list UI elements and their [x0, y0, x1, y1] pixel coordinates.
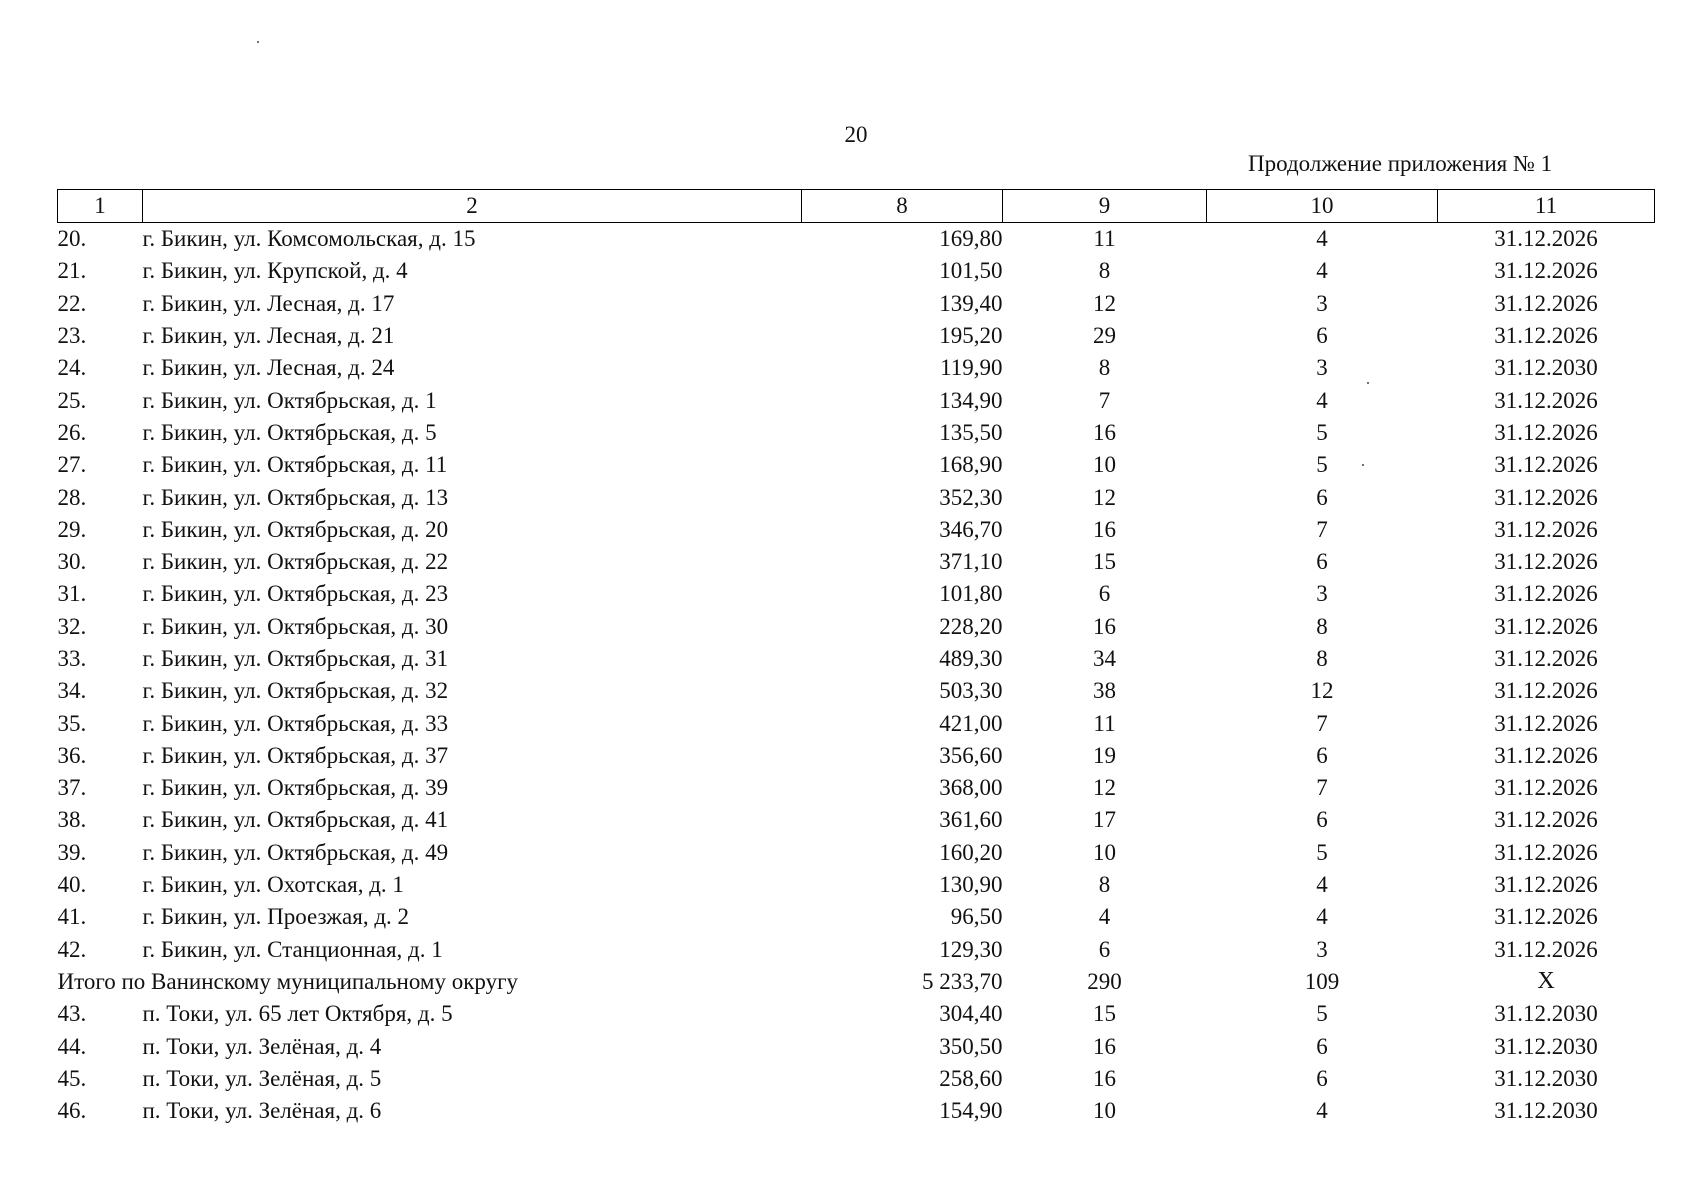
table-row [58, 643, 1655, 675]
row-number: 31. [57, 581, 87, 607]
col10-cell: 5 [1316, 419, 1328, 445]
address-cell: г. Бикин, ул. Октябрьская, д. 20 [142, 516, 449, 542]
address-cell: г. Бикин, ул. Октябрьская, д. 41 [142, 807, 449, 833]
row-number: 39. [57, 839, 87, 865]
col10-cell: 8 [1316, 613, 1328, 639]
col10-cell: 6 [1316, 484, 1328, 510]
col10-cell: 6 [1316, 1033, 1328, 1059]
col8-cell: 361,60 [939, 807, 1003, 833]
col10-cell: 4 [1316, 1098, 1328, 1124]
table-row [58, 514, 1655, 546]
col9-cell: 29 [1093, 323, 1116, 349]
address-cell: г. Бикин, ул. Октябрьская, д. 33 [142, 710, 449, 736]
table-row [58, 1063, 1655, 1095]
col8-cell: 304,40 [939, 1001, 1003, 1027]
col11-cell: 31.12.2026 [1494, 226, 1598, 252]
col11-cell: 31.12.2026 [1494, 323, 1598, 349]
address-cell: г. Бикин, ул. Октябрьская, д. 31 [142, 646, 449, 671]
row-number: 35. [57, 710, 87, 736]
col9-cell: 16 [1093, 1033, 1116, 1059]
col8-cell: 101,50 [939, 258, 1003, 284]
col10-cell: 6 [1316, 1065, 1328, 1091]
col9-cell: 12 [1093, 290, 1116, 316]
address-cell: п. Токи, ул. Зелёная, д. 5 [142, 1065, 382, 1091]
table-row [58, 546, 1655, 578]
table-row [58, 707, 1655, 739]
column-header: 8 [802, 190, 1003, 223]
col10-cell: 4 [1316, 904, 1328, 930]
col10-cell: 4 [1316, 387, 1328, 413]
table-row [58, 1095, 1655, 1127]
total-row [58, 966, 1655, 998]
col9-cell: 11 [1093, 710, 1116, 736]
col9-cell: 38 [1093, 678, 1116, 704]
col10-cell: 3 [1316, 936, 1328, 962]
col8-cell: 356,60 [939, 742, 1003, 768]
address-cell: г. Бикин, ул. Октябрьская, д. 23 [142, 581, 449, 607]
table-row [58, 352, 1655, 384]
col10-cell: 7 [1316, 775, 1328, 801]
col11-cell: 31.12.2026 [1494, 936, 1598, 962]
col8-cell: 352,30 [939, 484, 1003, 510]
data-table [57, 189, 1655, 1127]
row-number: 30. [57, 549, 87, 575]
column-header: 10 [1207, 190, 1438, 223]
address-cell: г. Бикин, ул. Лесная, д. 24 [142, 355, 395, 381]
table-row [58, 449, 1655, 481]
table-row [58, 417, 1655, 449]
col9-cell: 10 [1093, 839, 1116, 865]
address-cell: г. Бикин, ул. Проезжая, д. 2 [142, 904, 410, 930]
table-row [58, 772, 1655, 804]
col11-cell: 31.12.2026 [1494, 775, 1598, 801]
address-cell: п. Токи, ул. Зелёная, д. 4 [142, 1033, 382, 1059]
col11-cell: 31.12.2026 [1494, 807, 1598, 833]
col9-cell: 16 [1093, 1065, 1116, 1091]
col8-cell: 346,70 [939, 516, 1003, 542]
table-row [58, 320, 1655, 352]
row-number: 28. [57, 484, 87, 510]
col9-cell: 8 [1098, 355, 1111, 381]
col11-cell: 31.12.2026 [1494, 484, 1598, 510]
col8-cell: 130,90 [939, 872, 1003, 898]
col10-cell: 3 [1316, 355, 1328, 381]
col9-cell: 15 [1093, 549, 1116, 575]
address-cell: г. Бикин, ул. Крупской, д. 4 [142, 258, 408, 284]
col11-cell: 31.12.2026 [1494, 549, 1598, 575]
row-number: 20. [57, 226, 87, 252]
table-row [58, 481, 1655, 513]
col11-cell: 31.12.2026 [1494, 290, 1598, 316]
col8-cell: 160,20 [939, 839, 1003, 865]
col11-cell: 31.12.2030 [1494, 1065, 1598, 1091]
address-cell: г. Бикин, ул. Октябрьская, д. 11 [142, 452, 448, 478]
address-cell: п. Токи, ул. Зелёная, д. 6 [142, 1098, 382, 1124]
col9-cell: 15 [1093, 1001, 1116, 1027]
row-number: 27. [57, 452, 87, 478]
col11-cell: 31.12.2026 [1494, 581, 1598, 607]
col10-cell: 3 [1316, 581, 1328, 607]
col8-cell: 168,90 [939, 452, 1003, 478]
table-row [58, 837, 1655, 869]
header-row [58, 190, 1655, 223]
row-number: 22. [57, 290, 87, 316]
address-cell: г. Бикин, ул. Октябрьская, д. 22 [142, 549, 449, 575]
total-label: Итого по Ванинскому муниципальному округу [57, 968, 519, 994]
col9-cell: 6 [1098, 581, 1111, 607]
col9-cell: 8 [1098, 872, 1111, 898]
row-number: 38. [57, 807, 87, 833]
col8-cell: 139,40 [939, 290, 1003, 316]
address-cell: г. Бикин, ул. Октябрьская, д. 1 [142, 387, 437, 413]
column-header: 1 [58, 190, 143, 223]
col9-cell: 290 [1087, 968, 1122, 994]
row-number: 36. [57, 742, 87, 768]
col11-cell: 31.12.2026 [1494, 742, 1598, 768]
column-header: 2 [143, 190, 802, 223]
col10-cell: 4 [1316, 872, 1328, 898]
col10-cell: 5 [1316, 839, 1328, 865]
col11-cell: 31.12.2026 [1494, 710, 1598, 736]
col8-cell: 489,30 [939, 646, 1003, 671]
col9-cell: 34 [1093, 646, 1116, 671]
table-row [58, 288, 1655, 320]
col8-cell: 135,50 [939, 419, 1003, 445]
col9-cell: 12 [1093, 484, 1116, 510]
col9-cell: 16 [1093, 613, 1116, 639]
col10-cell: 5 [1316, 1001, 1328, 1027]
address-cell: г. Бикин, ул. Октябрьская, д. 39 [142, 775, 449, 801]
table-row [58, 998, 1655, 1030]
col10-cell: 3 [1316, 290, 1328, 316]
col8-cell: 101,80 [939, 581, 1003, 607]
col9-cell: 19 [1093, 742, 1116, 768]
row-number: 21. [57, 258, 87, 284]
table-row [58, 901, 1655, 933]
col8-cell: 154,90 [939, 1098, 1003, 1124]
row-number: 45. [57, 1065, 87, 1091]
col9-cell: 4 [1098, 904, 1111, 930]
col11-cell: 31.12.2026 [1494, 387, 1598, 413]
col8-cell: 119,90 [940, 355, 1003, 381]
col8-cell: 503,30 [939, 678, 1003, 704]
col10-cell: 6 [1316, 742, 1328, 768]
row-number: 23. [57, 323, 87, 349]
column-header: 9 [1003, 190, 1207, 223]
address-cell: г. Бикин, ул. Станционная, д. 1 [142, 936, 443, 962]
col9-cell: 11 [1093, 226, 1116, 252]
table-row [58, 740, 1655, 772]
col10-cell: 12 [1310, 678, 1334, 704]
table-row [58, 934, 1655, 966]
col9-cell: 10 [1093, 1098, 1116, 1124]
col11-cell: 31.12.2026 [1494, 419, 1598, 445]
col10-cell: 6 [1316, 549, 1328, 575]
col8-cell: 258,60 [939, 1065, 1003, 1091]
row-number: 33. [57, 646, 87, 671]
table-row [58, 255, 1655, 287]
table-body [58, 223, 1655, 1128]
row-number: 43. [57, 1001, 87, 1027]
address-cell: г. Бикин, ул. Октябрьская, д. 30 [142, 613, 449, 639]
col9-cell: 8 [1098, 258, 1111, 284]
address-cell: г. Бикин, ул. Комсомольская, д. 15 [142, 226, 476, 252]
col10-cell: 8 [1316, 646, 1328, 671]
col11-cell: 31.12.2026 [1494, 872, 1598, 898]
col10-cell: 6 [1316, 323, 1328, 349]
address-cell: г. Бикин, ул. Октябрьская, д. 37 [142, 742, 449, 768]
address-cell: г. Бикин, ул. Октябрьская, д. 13 [142, 484, 449, 510]
col11-cell: Х [1537, 968, 1555, 995]
appendix-note: Продолжение приложения № 1 [1248, 151, 1553, 176]
address-cell: г. Бикин, ул. Октябрьская, д. 49 [142, 839, 449, 865]
scan-speck [257, 41, 259, 43]
table-row [58, 223, 1655, 256]
col8-cell: 5 233,70 [922, 968, 1003, 994]
address-cell: г. Бикин, ул. Октябрьская, д. 32 [142, 678, 449, 704]
row-number: 34. [57, 678, 87, 704]
row-number: 41. [57, 904, 87, 930]
page-number: 20 [844, 122, 868, 147]
col8-cell: 129,30 [939, 936, 1003, 962]
col8-cell: 371,10 [939, 549, 1003, 575]
table-row [58, 1030, 1655, 1062]
col11-cell: 31.12.2026 [1494, 516, 1598, 542]
col8-cell: 368,00 [939, 775, 1003, 801]
col11-cell: 31.12.2030 [1494, 1033, 1598, 1059]
row-number: 46. [57, 1098, 87, 1124]
col8-cell: 195,20 [939, 323, 1003, 349]
table-row [58, 384, 1655, 416]
table-row [58, 611, 1655, 643]
col11-cell: 31.12.2026 [1494, 646, 1598, 671]
column-header: 11 [1438, 190, 1655, 223]
col9-cell: 10 [1093, 452, 1116, 478]
row-number: 42. [57, 936, 87, 962]
col8-cell: 421,00 [939, 710, 1003, 736]
table-row [58, 578, 1655, 610]
col11-cell: 31.12.2030 [1494, 1098, 1598, 1124]
col9-cell: 17 [1093, 807, 1116, 833]
col8-cell: 350,50 [939, 1033, 1003, 1059]
address-cell: г. Бикин, ул. Охотская, д. 1 [142, 872, 404, 898]
row-number: 32. [57, 613, 87, 639]
col10-cell: 7 [1316, 516, 1328, 542]
col11-cell: 31.12.2026 [1494, 613, 1598, 639]
col8-cell: 228,20 [939, 613, 1003, 639]
col9-cell: 7 [1098, 387, 1111, 413]
col11-cell: 31.12.2026 [1494, 452, 1598, 478]
address-cell: г. Бикин, ул. Октябрьская, д. 5 [142, 419, 437, 445]
col10-cell: 5 [1316, 452, 1328, 478]
row-number: 40. [57, 872, 87, 898]
col10-cell: 4 [1316, 226, 1328, 252]
table-row [58, 804, 1655, 836]
col10-cell: 6 [1316, 807, 1328, 833]
row-number: 37. [57, 775, 87, 801]
col10-cell: 4 [1316, 258, 1328, 284]
table-row [58, 675, 1655, 707]
row-number: 26. [57, 419, 87, 445]
col9-cell: 12 [1093, 775, 1116, 801]
col11-cell: 31.12.2030 [1494, 355, 1598, 381]
col9-cell: 16 [1093, 419, 1116, 445]
row-number: 44. [57, 1033, 87, 1059]
col11-cell: 31.12.2026 [1494, 839, 1598, 865]
row-number: 29. [57, 516, 87, 542]
col9-cell: 16 [1093, 516, 1116, 542]
row-number: 24. [57, 355, 87, 381]
col10-cell: 7 [1316, 710, 1328, 736]
address-cell: г. Бикин, ул. Лесная, д. 17 [142, 290, 395, 316]
col10-cell: 109 [1304, 968, 1340, 994]
col8-cell: 96,50 [950, 904, 1003, 930]
row-number: 25. [57, 387, 87, 413]
col11-cell: 31.12.2026 [1494, 258, 1598, 284]
col11-cell: 31.12.2030 [1494, 1001, 1598, 1027]
table-row [58, 869, 1655, 901]
col8-cell: 169,80 [939, 226, 1003, 252]
col11-cell: 31.12.2026 [1494, 678, 1598, 704]
address-cell: г. Бикин, ул. Лесная, д. 21 [142, 323, 395, 349]
address-cell: п. Токи, ул. 65 лет Октября, д. 5 [142, 1001, 453, 1027]
col11-cell: 31.12.2026 [1494, 904, 1598, 930]
col9-cell: 6 [1098, 936, 1111, 962]
col8-cell: 134,90 [939, 387, 1003, 413]
